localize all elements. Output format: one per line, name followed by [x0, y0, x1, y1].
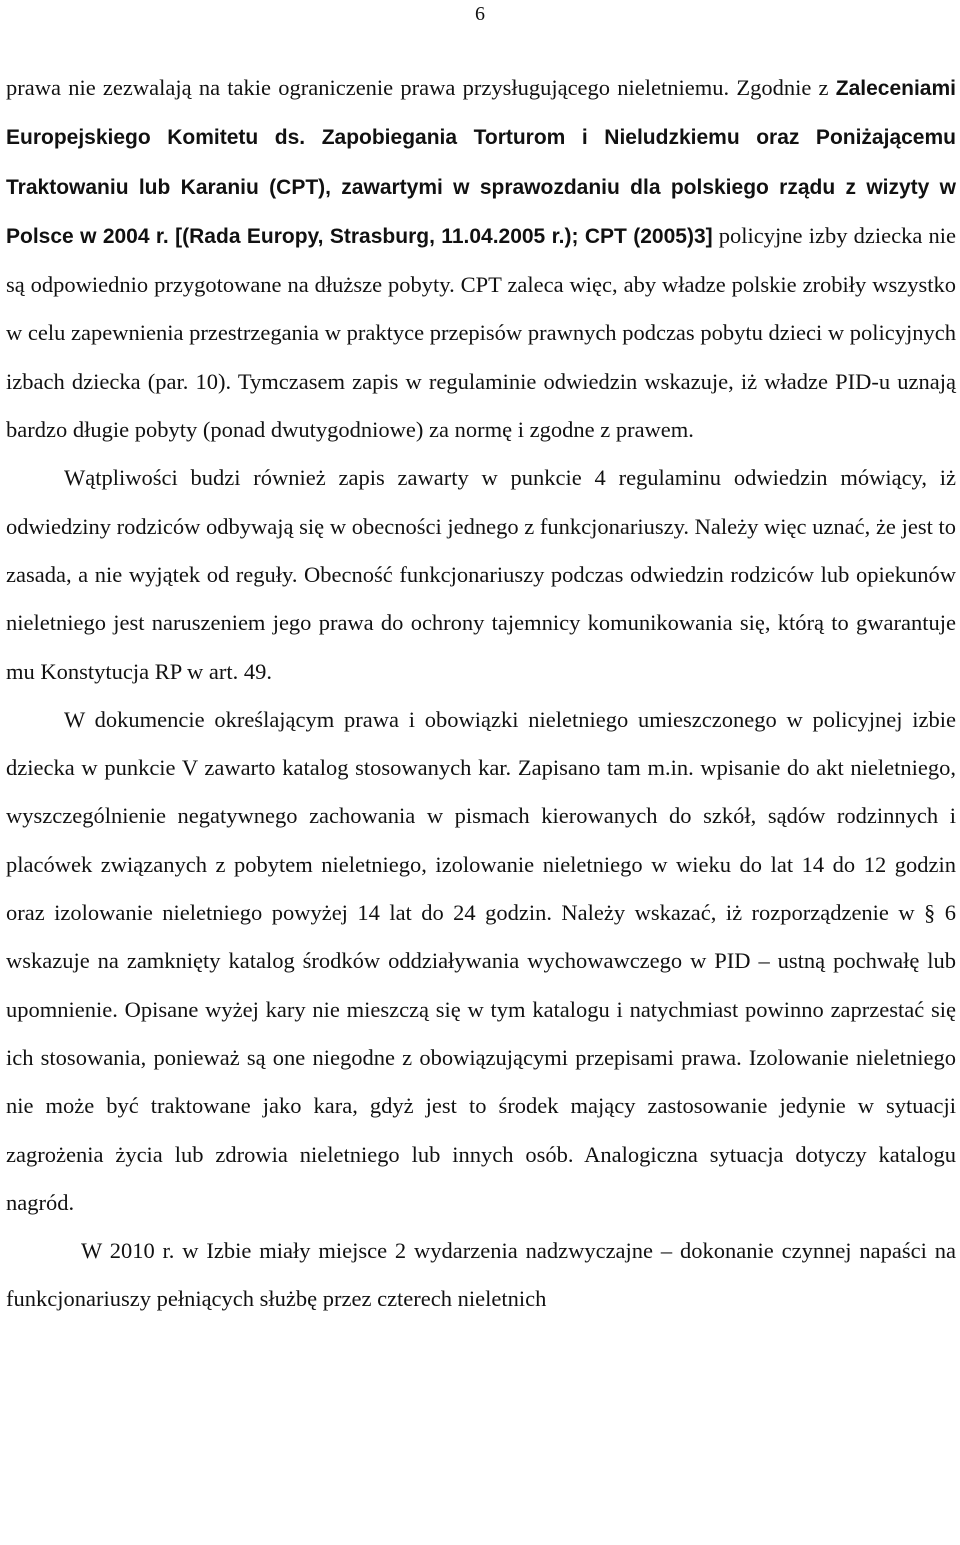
paragraph-1: [6, 64, 956, 454]
paragraph-1-text-cont: policyjne izby dziecka nie są odpowiednio przygotowane na dłuższe pobyty. CPT zaleca więc, aby władze polskie zrobiły wszystko w celu zapewnienia przestrzegania w praktyce przepisów prawnych podczas pobytu dzieci w policyjnych izbach dziecka (par. 10). Tymczasem zapis w regulaminie odwiedzin wskazuje, iż władze PID-u uznają bardzo długie pobyty (ponad dwutygodniowe) za normę i zgodne z prawem.: [6, 222, 956, 443]
paragraph-3: [6, 696, 956, 1227]
paragraph-2: [6, 454, 956, 695]
paragraph-1-citation: Zaleceniami Europejskiego Komitetu ds. Zapobiegania Torturom i Nieludzkiemu oraz Poniżającemu Traktowaniu lub Karaniu (CPT), zawartymi w sprawozdaniu dla polskiego rządu z wizyty w Polsce w 2004 r. [(Rada Europy, Strasburg, 11.04.2005 r.); CPT (2005)3]: [6, 77, 956, 248]
paragraph-3-text: W dokumencie określającym prawa i obowiązki nieletniego umieszczonego w policyjnej izbie dziecka w punkcie V zawarto katalog stosowanych kar. Zapisano tam m.in. wpisanie do akt nieletniego, wyszczególnienie negatywnego zachowania w pismach kierowanych do szkół, sądów rodzinnych i placówek związanych z pobytem nieletniego, izolowanie nieletniego w wieku do lat 14 do 12 godzin oraz izolowanie nieletniego powyżej 14 lat do 24 godzin. Należy wskazać, iż rozporządzenie w § 6 wskazuje na zamknięty katalog środków oddziaływania wychowawczego w PID – ustną pochwałę lub upomnienie. Opisane wyżej kary nie mieszczą się w tym katalogu i natychmiast powinno zaprzestać się ich stosowania, ponieważ są one niegodne z obowiązującymi przepisami prawa. Izolowanie nieletniego nie może być traktowane jako kara, gdyż jest to środek mający zastosowanie jedynie w sytuacji zagrożenia życia lub zdrowia nieletniego lub innych osób. Analogiczna sytuacja dotyczy katalogu nagród.: [6, 706, 956, 1215]
paragraph-2-text: Wątpliwości budzi również zapis zawarty w punkcie 4 regulaminu odwiedzin mówiący, iż odwiedziny rodziców odbywają się w obecności jednego z funkcjonariuszy. Należy więc uznać, że jest to zasada, a nie wyjątek od reguły. Obecność funkcjonariuszy podczas odwiedzin rodziców lub opiekunów nieletniego jest naruszeniem jego prawa do ochrony tajemnicy komunikowania się, którą to gwarantuje mu Konstytucja RP w art. 49.: [6, 465, 956, 684]
page-number: 6: [475, 3, 485, 25]
paragraph-4: [6, 1227, 956, 1324]
paragraph-4-text: W 2010 r. w Izbie miały miejsce 2 wydarzenia nadzwyczajne – dokonanie czynnej napaści na funkcjonariuszy pełniących służbę przez czterech nieletnich: [6, 1238, 956, 1312]
document-body: [6, 64, 956, 1324]
paragraph-1-text: prawa nie zezwalają na takie ograniczenie prawa przysługującego nieletniemu. Zgodnie z: [6, 75, 836, 100]
